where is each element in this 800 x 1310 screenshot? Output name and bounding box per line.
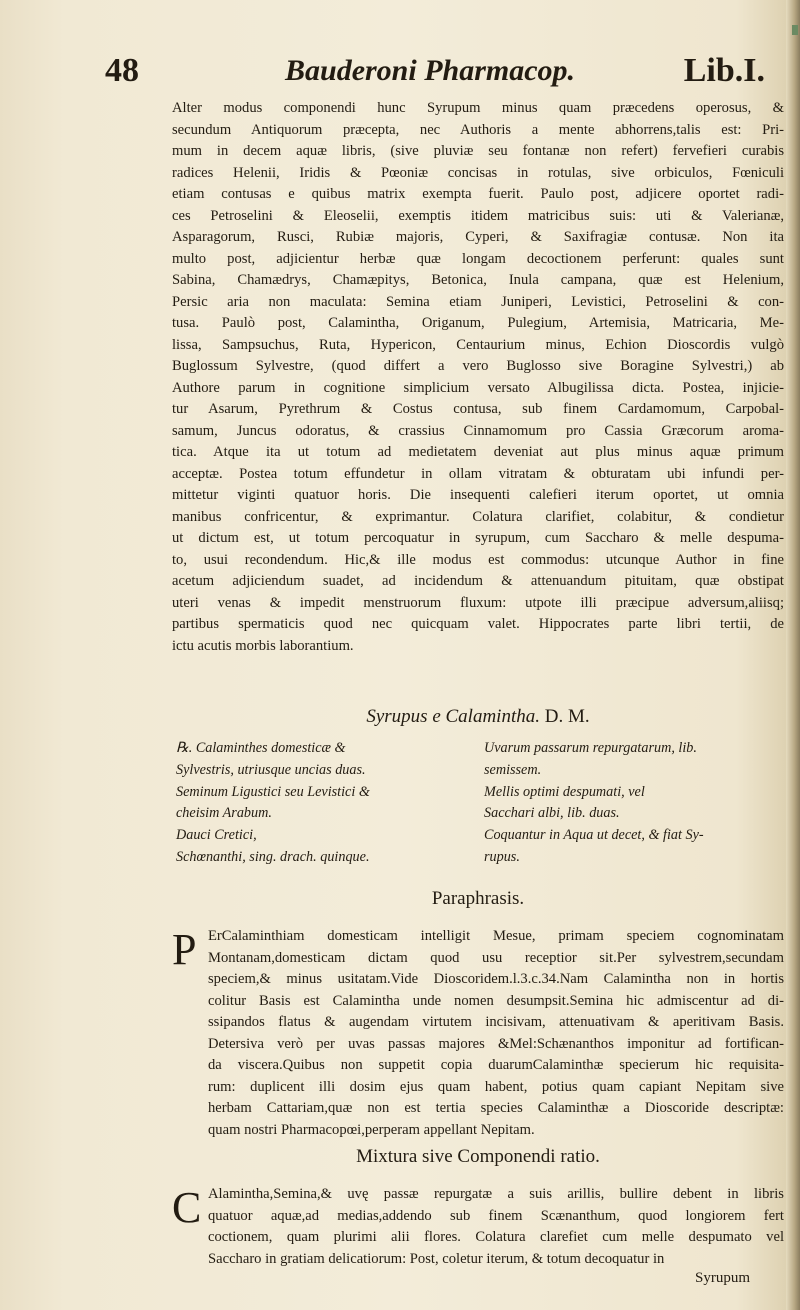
text-line: herbam Cattariam,quæ non est tertia species Calaminthæ a Dioscoride descriptæ:	[208, 1100, 784, 1116]
text-line: quam nostri Pharmacopœi,perperam appellant Nepitam.	[208, 1121, 535, 1138]
paraphrasis-text	[208, 926, 784, 1141]
recipe-right-column	[484, 738, 784, 869]
text-line: Saccharo in gratiam delicatiorum: Post, coletur iterum, & totum decoquatur in	[208, 1250, 665, 1267]
text-line: Alamintha,Semina,& uvę passæ repurgatæ a suis arillis, bullire debent in libris	[208, 1186, 784, 1202]
text-line: tusa. Paulò post, Calamintha, Origanum, Pulegium, Artemisia, Matricaria, Me-	[172, 315, 784, 331]
text-line: mum in decem aquæ libris, (sive pluviæ seu fontanæ non refert) fervefieri curabis	[172, 143, 784, 159]
recipe-left-column	[176, 738, 476, 869]
text-line: tica. Atque ita ut totum ad medietatem deveniat aut plus minus aquæ primum	[172, 444, 784, 460]
recipe-line: Sylvestris, utriusque uncias duas.	[176, 761, 366, 778]
paragraph-alter-modus	[172, 98, 784, 657]
text-line: ut dictum est, ut totum percoquatur in syrupum, cum Saccharo & melle despuma-	[172, 530, 784, 546]
text-line: acceptæ. Postea totum effundetur in ollam vitratam & obturatam ubi infundi per-	[172, 465, 784, 482]
recipe-line: ℞. Calaminthes domesticæ &	[176, 740, 346, 756]
text-line: uteri venas & impedit menstruorum fluxum: utpote illi præcipue adversum,aliisq;	[172, 594, 784, 611]
text-line: Montanam,domesticam dictam quod usu receptior sit.Per sylvestrem,secundam	[208, 949, 784, 966]
recipe-line: cheisim Arabum.	[176, 805, 272, 822]
text-line: Asparagorum, Rusci, Rubiæ majoris, Cyperi, & Saxifragiæ contusæ. Non ita	[172, 229, 784, 245]
paraphrasis-drop-cap: P	[172, 925, 197, 974]
catchword: Syrupum	[694, 1270, 750, 1286]
recipe-heading-title: Syrupus e Calamintha.	[366, 706, 540, 727]
text-line: secundum Antiquorum præcepta, nec Authoris a mente abhorrens,talis est: Pri-	[172, 121, 784, 138]
text-line: coctionem, quam plurimi alii flores. Colatura clarefiet cum melle despumato vel	[208, 1229, 784, 1245]
recipe-line: Sacchari albi, lib. duas.	[484, 805, 620, 822]
text-line: acetum adjiciendum suadet, ad incidendum & attenuandum pituitam, quæ obstipat	[172, 573, 784, 589]
text-line: samum, Juncus odoratus, & crassius Cinnamomum pro Cassia Græcorum aroma-	[172, 422, 784, 439]
page-edge-mark	[792, 25, 798, 35]
running-title: Bauderoni Pharmacop.	[285, 54, 576, 87]
text-line: ictu acutis morbis laborantium.	[172, 637, 354, 654]
text-line: radices Helenii, Iridis & Pœoniæ concisas in rotulas, sive orbiculos, Fœniculi	[172, 164, 784, 181]
mixtura-heading: Mixtura sive Componendi ratio.	[356, 1146, 600, 1167]
text-line: ssipandos flatus & augendam virtutem incisivam, attenuativam & aperitivam Basis.	[208, 1014, 784, 1030]
text-line: quatuor aquæ,ad medias,addendo sub finem Scænanthum, quod longiorem fert	[208, 1207, 784, 1224]
text-line: ErCalaminthiam domesticam intelligit Mesue, primam speciem cognominatam	[208, 928, 784, 944]
text-line: mittetur viginti quatuor horis. Die insequenti calefieri iterum oportet, ut omnia	[172, 487, 784, 503]
text-line: multo post, adjicientur herbæ quæ longam decoctionem perferunt: quales sunt	[172, 250, 784, 267]
text-line: speciem,& minus usitatam.Vide Dioscoridem.l.3.c.34.Nam Calamintha non in hortis	[208, 971, 784, 987]
text-line: Persic aria non maculata: Semina etiam Juniperi, Levistici, Petroselini & con-	[172, 293, 784, 310]
page-header	[105, 52, 765, 92]
recipe-line: Dauci Cretici,	[176, 827, 257, 844]
text-line: Alter modus componendi hunc Syrupum minus quam præcedens operosus, &	[172, 100, 784, 116]
paraphrasis-heading: Paraphrasis.	[431, 888, 525, 909]
mixtura-drop-cap: C	[172, 1183, 202, 1232]
page-edge-shadow	[786, 0, 800, 1310]
recipe-line: Schœnanthi, sing. drach. quinque.	[176, 848, 370, 865]
recipe-line: semissem.	[484, 761, 542, 778]
text-line: manibus confricentur, & exprimantur. Colatura clarifiet, colabitur, & condietur	[172, 508, 784, 525]
mixtura-text	[208, 1184, 784, 1270]
text-line: ces Petroselini & Eleoselii, exemptis itidem matricibus suis: uti & Valerianæ,	[172, 207, 784, 224]
text-line: Sabina, Chamædrys, Chamæpitys, Betonica, Inula campana, quæ est Helenium,	[172, 272, 784, 288]
text-line: Buglossum Sylvestre, (quod differt a vero Buglosso sive Boragine Sylvestri,) ab	[172, 358, 784, 374]
recipe-line: Seminum Ligustici seu Levistici &	[176, 783, 370, 800]
text-line: partibus spermaticis quod nec quicquam valet. Hippocrates parte libri tertii, de	[172, 616, 784, 632]
text-line: Detersiva verò per uvas passas majores &Mel:Schænanthos imponitur ad fortifican-	[208, 1035, 784, 1052]
text-line: tur Asarum, Pyrethrum & Costus contusa, sub finem Cardamomum, Carpobal-	[172, 401, 784, 417]
text-line: rum: duplicent illi dosim ejus quam habent, potius quam capiant Nepitam sive	[208, 1078, 784, 1095]
recipe-line: Coquantur in Aqua ut decet, & fiat Sy-	[484, 827, 704, 844]
recipe-line: Uvarum passarum repurgatarum, lib.	[484, 740, 697, 756]
text-line: to, usui recondendum. Hic,& ille modus est commodus: utcunque Author in fine	[172, 551, 784, 568]
text-line: da viscera.Quibus non suppetit copia duarumCalaminthæ specierum hic requisita-	[208, 1057, 784, 1073]
recipe-line: rupus.	[484, 848, 520, 865]
text-line: etiam contusas e quibus matrix exempta fuerit. Paulo post, adjicere oportet radi-	[172, 186, 784, 202]
recipe-heading	[172, 706, 784, 728]
recipe-line: Mellis optimi despumati, vel	[484, 783, 645, 800]
text-line: colitur Basis est Calamintha unde nomen desumpsit.Semina hic admiscentur ad di-	[208, 992, 784, 1009]
book-number: Lib.I.	[683, 52, 765, 89]
recipe-heading-author: D. M.	[544, 706, 590, 727]
page-number: 48	[105, 52, 139, 89]
text-line: lissa, Sampsuchus, Ruta, Hypericon, Centaurium minus, Echion Dioscordis vulgò	[172, 336, 784, 353]
text-line: Authore parum in cognitione simplicium versato Albugilissa dicta. Postea, injicie-	[172, 379, 784, 396]
